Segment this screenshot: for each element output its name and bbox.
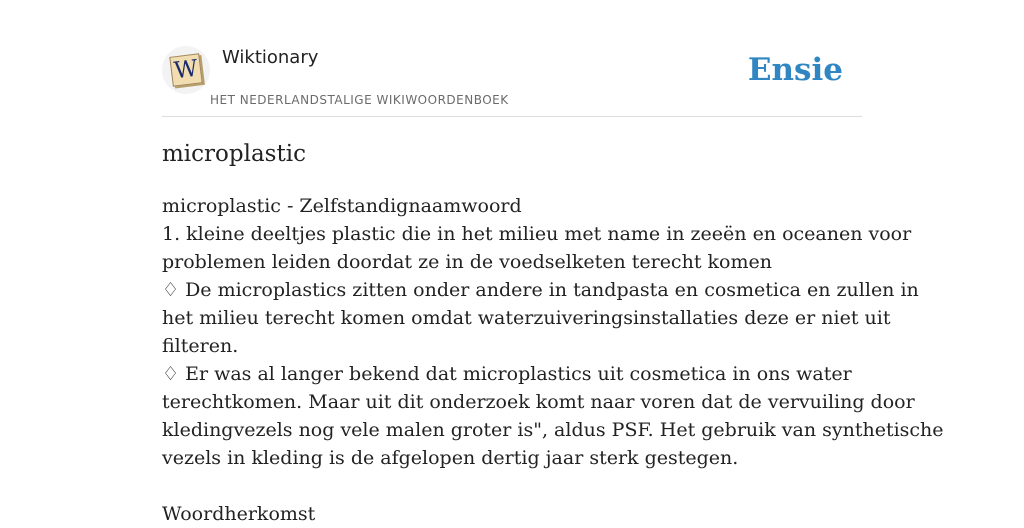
logo-tile xyxy=(169,53,202,86)
definition-line: 1. kleine deeltjes plastic die in het milieu met name in zeeën en oceanen voor xyxy=(162,223,912,245)
wiktionary-logo-icon[interactable] xyxy=(162,46,210,94)
example-line: het milieu terecht komen omdat waterzuiveringsinstallaties deze er niet uit xyxy=(162,307,891,329)
entry-body xyxy=(162,192,944,528)
example-line: kledingvezels nog vele malen groter is", aldus PSF. Het gebruik van synthetische xyxy=(162,419,944,441)
example-line: vezels in kleding is de afgelopen dertig jaar sterk gestegen. xyxy=(162,447,739,469)
site-name-link[interactable]: Wiktionary xyxy=(222,47,319,68)
site-header xyxy=(162,0,862,117)
logo-letter: W xyxy=(172,55,200,85)
example-line: ♢ De microplastics zitten onder andere in tandpasta en cosmetica en zullen in xyxy=(162,279,919,301)
section-heading-etymology: Woordherkomst xyxy=(162,503,316,525)
section-spacer xyxy=(162,472,862,500)
definition-line: problemen leiden doordat ze in de voedselketen terecht komen xyxy=(162,251,772,273)
entry-heading: microplastic - Zelfstandignaamwoord xyxy=(162,195,522,217)
site-tagline: HET NEDERLANDSTALIGE WIKIWOORDENBOEK xyxy=(210,93,509,107)
example-line: filteren. xyxy=(162,335,239,357)
page-title: microplastic xyxy=(162,141,306,167)
example-line: terechtkomen. Maar uit dit onderzoek komt naar voren dat de vervuiling door xyxy=(162,391,915,413)
example-line: ♢ Er was al langer bekend dat microplastics uit cosmetica in ons water xyxy=(162,363,852,385)
ensie-brand-link[interactable]: Ensie xyxy=(747,52,843,88)
